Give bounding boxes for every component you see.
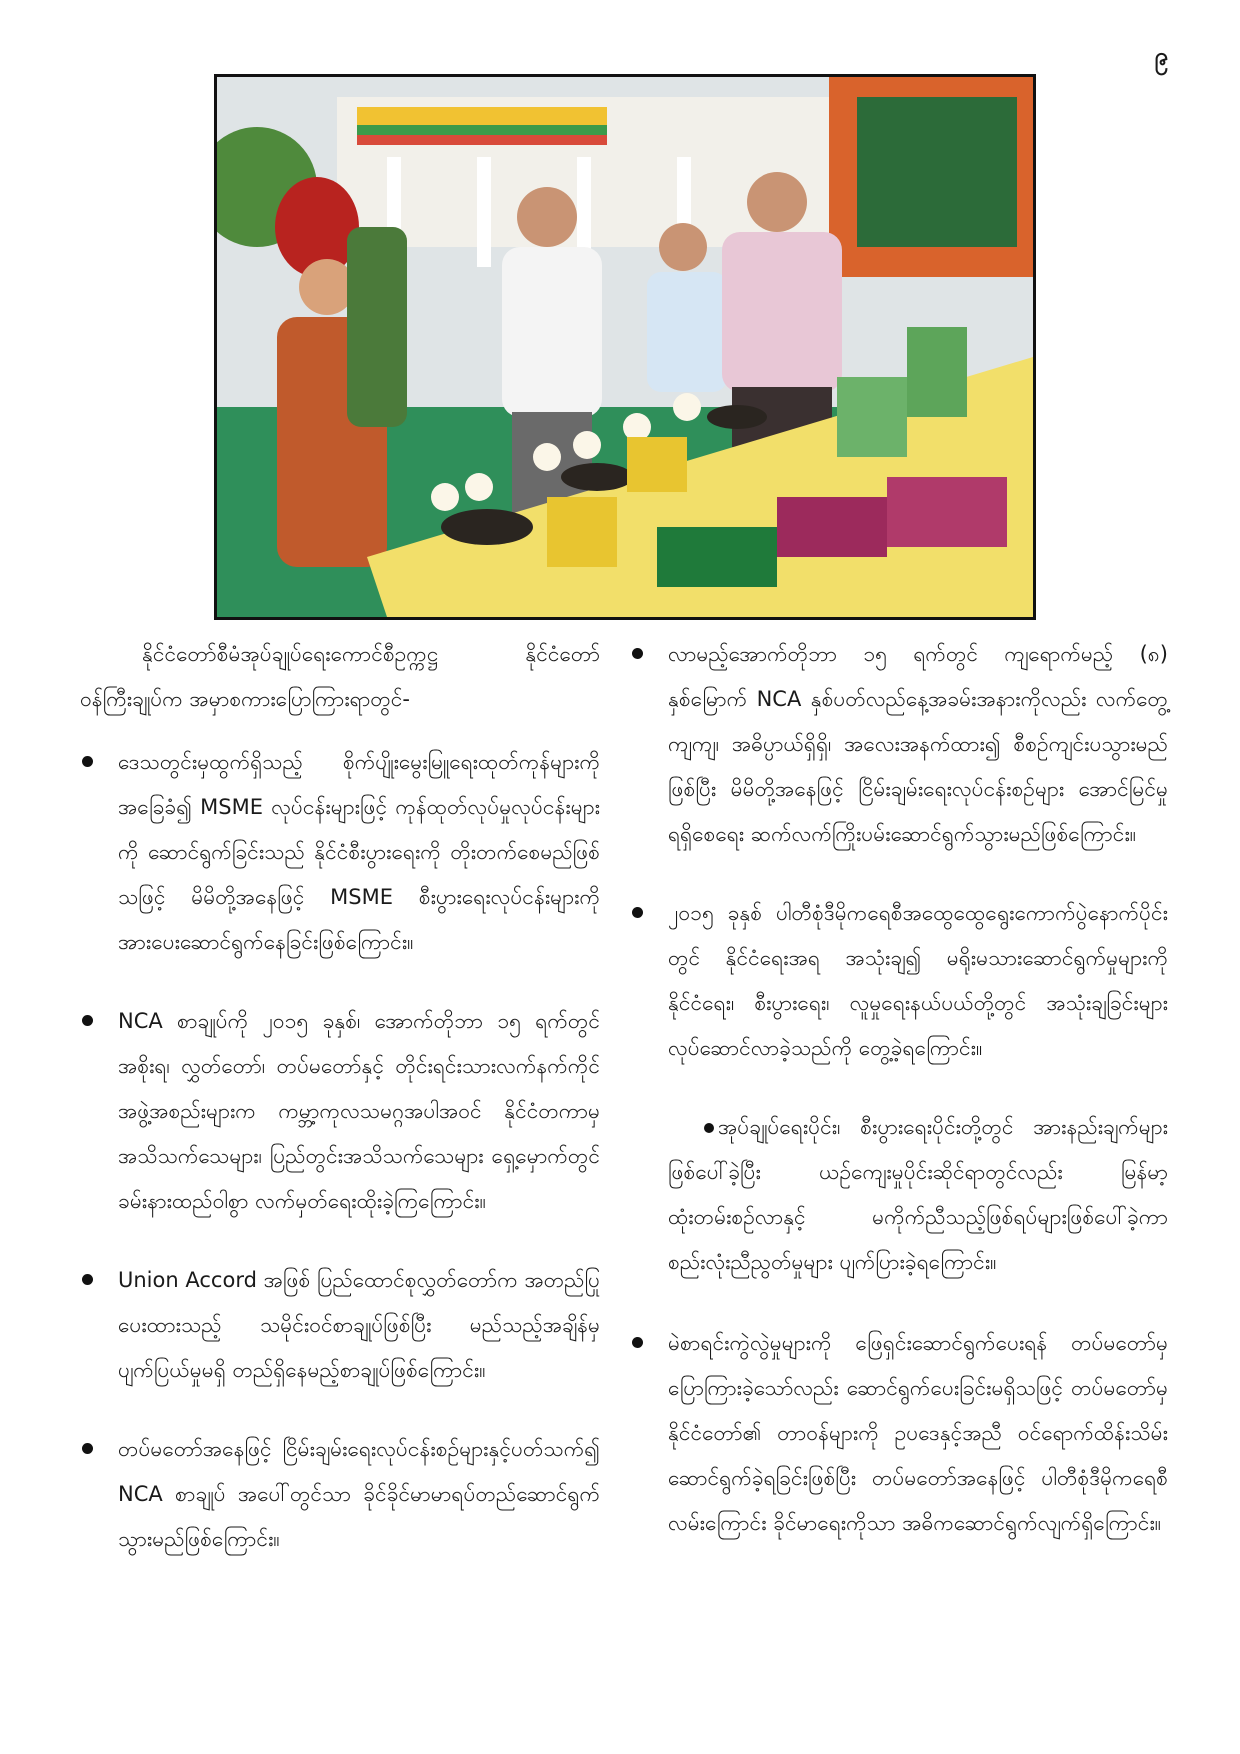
tea-cup	[623, 413, 651, 441]
list-item-text: တပ်မတော်အနေဖြင့် ငြိမ်းချမ်းရေးလုပ်ငန်းစဉ်များနှင့်ပတ်သက်၍ NCA စာချုပ် အပေါ်တွင်သာ ခိုင်ခိုင်မာမာရပ်တည်ဆောင်ရွက်သွားမည်ဖြစ်ကြောင်း။	[118, 1437, 600, 1551]
person-face	[517, 187, 577, 247]
tea-box	[627, 437, 687, 492]
left-column	[80, 632, 600, 1596]
list-item-text: NCA စာချုပ်ကို ၂၀၁၅ ခုနှစ်၊ အောက်တိုဘာ ၁၅ ရက်တွင် အစိုးရ၊ လွှတ်တော်၊ တပ်မတော်နှင့် တိုင်းရင်းသားလက်နက်ကိုင်အဖွဲ့အစည်းများက ကမ္ဘာ့ကုလသမဂ္ဂအပါအဝင် နိုင်ငံတကာမှ အသိသက်သေများ၊ ပြည်တွင်းအသိသက်သေများ ရှေ့မှောက်တွင် ခမ်းနားထည်ဝါစွာ လက်မှတ်ရေးထိုးခဲ့ကြကြောင်း။	[118, 1009, 600, 1213]
intro-paragraph: နိုင်ငံတော်စီမံအုပ်ချုပ်ရေးကောင်စီဥက္ကဋ္ဌ နိုင်ငံတော်ဝန်ကြီးချုပ်က အမှာစကားပြောကြားရာတွင်-	[80, 642, 600, 711]
tea-packet	[777, 497, 887, 557]
tea-cup	[431, 483, 459, 511]
right-column	[630, 632, 1168, 1580]
list-item	[80, 999, 600, 1224]
list-item	[80, 1427, 600, 1562]
list-item-text: မဲစာရင်းကွဲလွဲမှုများကို ဖြေရှင်းဆောင်ရွက်ပေးရန် တပ်မတော်မှ ပြောကြားခဲ့သော်လည်း ဆောင်ရွက်ပေးခြင်းမရှိသဖြင့် တပ်မတော်မှ နိုင်ငံတော်၏ တာဝန်များကို ဥပဒေနှင့်အညီ ဝင်ရောက်ထိန်းသိမ်းဆောင်ရွက်ခဲ့ရခြင်းဖြစ်ပြီး တပ်မတော်အနေဖြင့် ပါတီစုံဒီမိုကရေစီလမ်းကြောင်း ခိုင်မာရေးကိုသာ အဓိကဆောင်ရွက်လျက်ရှိကြောင်း။	[668, 1331, 1168, 1535]
poster-image	[857, 97, 1017, 247]
tea-box-green	[837, 377, 907, 457]
bullet-icon	[704, 1123, 714, 1133]
blue-shirt	[647, 272, 727, 392]
bullet-icon	[82, 1015, 93, 1026]
tea-box	[547, 497, 617, 567]
tea-packet	[657, 527, 777, 587]
list-item-text: ဒေသတွင်းမှထွက်ရှိသည့် စိုက်ပျိုးမွေးမြူရေးထုတ်ကုန်များကို အခြေခံ၍ MSME လုပ်ငန်းများဖြင့် ကုန်ထုတ်လုပ်မှုလုပ်ငန်းများကို ဆောင်ရွက်ခြင်းသည် နိုင်ငံစီးပွားရေးကို တိုးတက်စေမည်ဖြစ်သဖြင့် မိမိတို့အနေဖြင့် MSME စီးပွားရေးလုပ်ငန်းများကို အားပေးဆောင်ရွက်နေခြင်းဖြစ်ကြောင်း။	[118, 750, 600, 954]
person-face	[299, 259, 355, 315]
tea-leaf-tray	[707, 405, 767, 429]
list-item	[630, 1321, 1168, 1546]
tea-cup	[465, 473, 493, 501]
person-face	[747, 172, 807, 232]
list-item	[80, 1258, 600, 1393]
striped-shirt	[722, 232, 842, 392]
list-item-text: Union Accord အဖြစ် ပြည်ထောင်စုလွှတ်တော်က အတည်ပြုပေးထားသည့် သမိုင်းဝင်စာချုပ်ဖြစ်ပြီး မည်သည့်အချိန်မှ ပျက်ပြယ်မှုမရှိ တည်ရှိနေမည့်စာချုပ်ဖြစ်ကြောင်း။	[118, 1268, 600, 1382]
tea-box-green	[907, 327, 967, 417]
roof-stripe-red	[357, 135, 607, 145]
tea-leaf-tray	[561, 463, 633, 491]
paragraph-text: အုပ်ချုပ်ရေးပိုင်း၊ စီးပွားရေးပိုင်းတို့တွင် အားနည်းချက်များဖြစ်ပေါ်ခဲ့ပြီး ယဉ်ကျေးမှုပိုင်းဆိုင်ရာတွင်လည်း မြန်မာ့ထုံးတမ်းစဉ်လာနှင့် မကိုက်ညီသည့်ဖြစ်ရပ်များဖြစ်ပေါ်ခဲ့ကာ စည်းလုံးညီညွတ်မှုများ ပျက်ပြားခဲ့ရကြောင်း။	[668, 1115, 1168, 1274]
bullet-icon	[632, 907, 643, 918]
inline-bullet-paragraph	[668, 1105, 1168, 1285]
roof-stripe-green	[357, 125, 607, 135]
tea-cup	[673, 393, 701, 421]
list-item-text: ၂၀၁၅ ခုနှစ် ပါတီစုံဒီမိုကရေစီအထွေထွေရွေးကောက်ပွဲနောက်ပိုင်းတွင် နိုင်ငံရေးအရ အသုံးချ၍ မရိုးမသားဆောင်ရွက်မှုများကို နိုင်ငံရေး၊ စီးပွားရေး၊ လူမှုရေးနယ်ပယ်တို့တွင် အသုံးချခြင်းများ လုပ်ဆောင်လာခဲ့သည်ကို တွေ့ခဲ့ရကြောင်း။	[668, 901, 1168, 1060]
tea-leaf-tray	[441, 509, 533, 545]
tea-cup	[533, 443, 561, 471]
page-number: ၉	[1154, 42, 1168, 70]
bullet-icon	[82, 1274, 93, 1285]
soldier-uniform	[347, 227, 407, 427]
bullet-icon	[632, 648, 643, 659]
tea-cup	[573, 431, 601, 459]
photo-illustration	[217, 77, 1033, 617]
event-photo	[214, 74, 1036, 620]
list-item-text: လာမည့်အောက်တိုဘာ ၁၅ ရက်တွင် ကျရောက်မည့် (၈) နှစ်မြောက် NCA နှစ်ပတ်လည်နေ့အခမ်းအနားကိုလည်း လက်တွေ့ကျကျ၊ အဓိပ္ပာယ်ရှိရှိ၊ အလေးအနက်ထား၍ စီစဉ်ကျင်းပသွားမည်ဖြစ်ပြီး မိမိတို့အနေဖြင့် ငြိမ်းချမ်းရေးလုပ်ငန်းစဉ်များ အောင်မြင်မှုရရှိစေရေး ဆက်လက်ကြိုးပမ်းဆောင်ရွက်သွားမည်ဖြစ်ကြောင်း။	[668, 642, 1168, 846]
bullet-icon	[82, 756, 93, 767]
list-item	[80, 740, 600, 965]
pillar	[477, 157, 491, 267]
roof-stripe-yellow	[357, 107, 607, 125]
list-item	[630, 632, 1168, 857]
bullet-icon	[632, 1337, 643, 1348]
bullet-icon	[82, 1443, 93, 1454]
list-item	[630, 891, 1168, 1071]
person-face	[659, 223, 707, 271]
tea-packet	[887, 477, 1007, 547]
white-shirt	[502, 247, 602, 417]
